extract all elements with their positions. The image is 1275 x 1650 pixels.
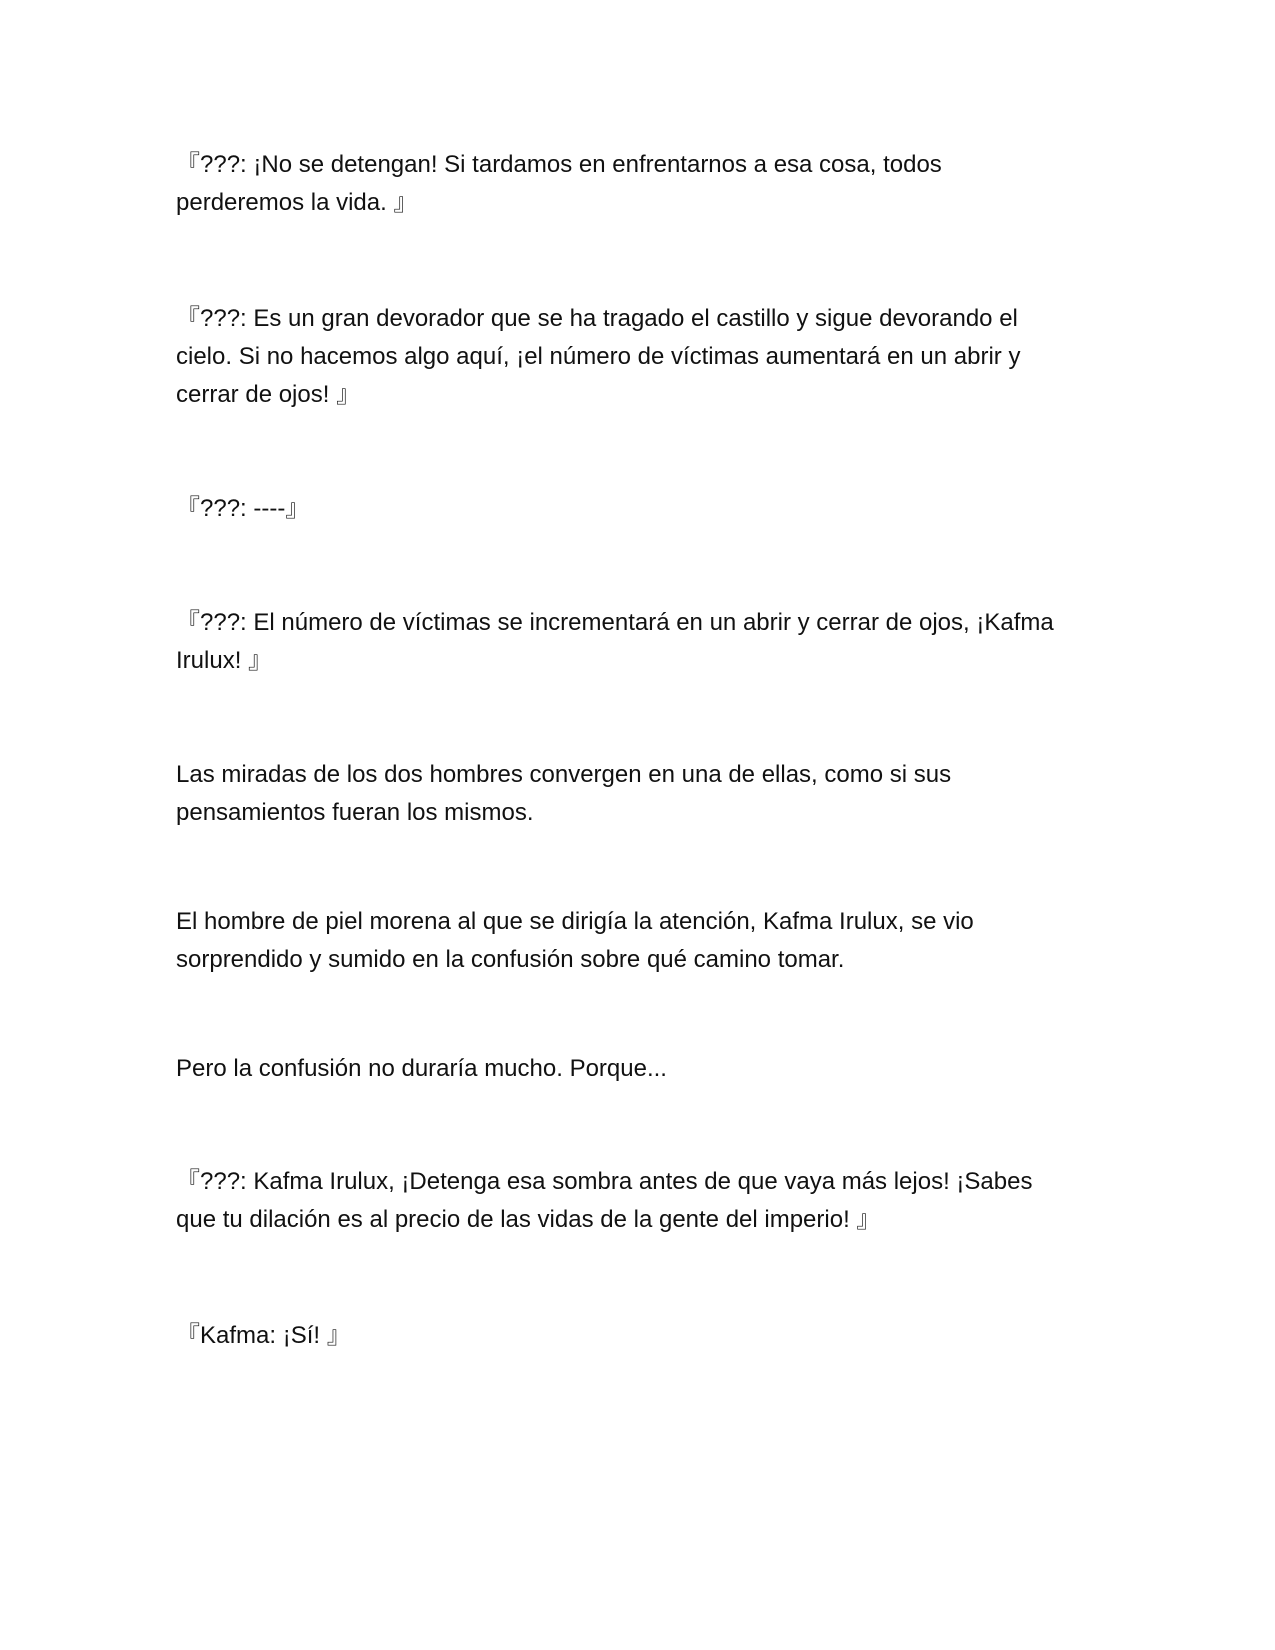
dialogue-paragraph: 『???: Es un gran devorador que se ha tragado el castillo y sigue devorando el cielo. Si no hacemos algo aquí, ¡el número de víctimas aumentará en un abrir y cerrar de ojos! 』 bbox=[176, 305, 1028, 408]
dialogue-paragraph: 『???: ----』 bbox=[176, 495, 310, 522]
narration-paragraph: El hombre de piel morena al que se dirigía la atención, Kafma Irulux, se vio sorprendido y sumido en la confusión sobre qué camino tomar. bbox=[176, 908, 981, 973]
dialogue-paragraph: 『Kafma: ¡Sí! 』 bbox=[176, 1322, 351, 1349]
narration-paragraph: Pero la confusión no duraría mucho. Porque... bbox=[176, 1055, 667, 1082]
narration-paragraph: Las miradas de los dos hombres convergen en una de ellas, como si sus pensamientos fueran los mismos. bbox=[176, 761, 958, 826]
dialogue-paragraph: 『???: ¡No se detengan! Si tardamos en enfrentarnos a esa cosa, todos perderemos la vida. 』 bbox=[176, 151, 949, 216]
dialogue-paragraph: 『???: El número de víctimas se incrementará en un abrir y cerrar de ojos, ¡Kafma Irulux! 』 bbox=[176, 609, 1061, 674]
dialogue-paragraph: 『???: Kafma Irulux, ¡Detenga esa sombra antes de que vaya más lejos! ¡Sabes que tu dilación es al precio de las vidas de la gente del imperio! 』 bbox=[176, 1168, 1040, 1233]
